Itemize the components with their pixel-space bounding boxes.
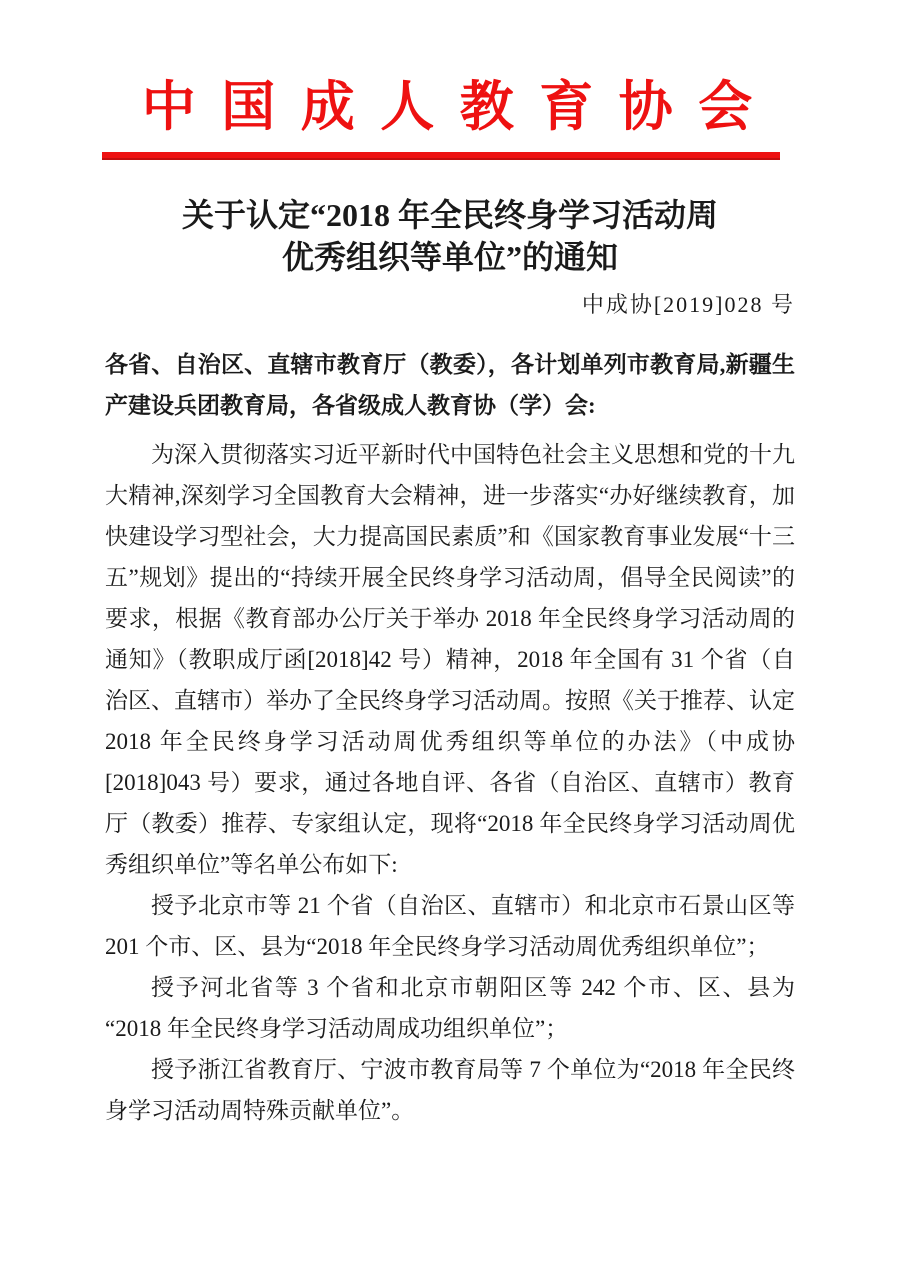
red-divider-line [102, 152, 780, 160]
letterhead [0, 74, 900, 160]
document-title-line-1: 关于认定“2018 年全民终身学习活动周 [181, 197, 718, 233]
document-body [105, 434, 795, 1131]
document-main [0, 194, 900, 1131]
document-title [0, 194, 900, 278]
content-column [105, 290, 795, 1131]
document-number: 中成协[2019]028 号 [581, 292, 795, 317]
salutation: 各省、自治区、直辖市教育厅（教委），各计划单列市教育局,新疆生产建设兵团教育局，各省级成人教育协（学）会: [105, 352, 795, 418]
document-title-line-2: 优秀组织等单位”的通知 [281, 239, 618, 275]
body-paragraph: 授予浙江省教育厅、宁波市教育局等 7 个单位为“2018 年全民终身学习活动周特殊贡献单位”。 [105, 1057, 795, 1123]
body-paragraph: 授予河北省等 3 个省和北京市朝阳区等 242 个市、区、县为“2018 年全民终身学习活动周成功组织单位”； [105, 975, 795, 1041]
org-name: 中 国 成 人 教 育 协 会 [141, 77, 759, 137]
body-paragraph: 为深入贯彻落实习近平新时代中国特色社会主义思想和党的十九大精神,深刻学习全国教育大会精神，进一步落实“办好继续教育，加快建设学习型社会，大力提高国民素质”和《国家教育事业发展“十三五”规划》提出的“持续开展全民终身学习活动周，倡导全民阅读”的要求，根据《教育部办公厅关于举办 2018 年全民终身学习活动周的通知》（教职成厅函[2018]42 号）精神，2018 年全国有 31 个省（自治区、直辖市）举办了全民终身学习活动周。按照《关于推荐、认定 2018 年全民终身学习活动周优秀组织等单位的办法》（中成协[2018]043 号）要求，通过各地自评、各省（自治区、直辖市）教育厅（教委）推荐、专家组认定，现将“2018 年全民终身学习活动周优秀组织单位”等名单公布如下: [105, 442, 795, 877]
body-paragraph: 授予北京市等 21 个省（自治区、直辖市）和北京市石景山区等 201 个市、区、县为“2018 年全民终身学习活动周优秀组织单位”； [105, 893, 795, 959]
